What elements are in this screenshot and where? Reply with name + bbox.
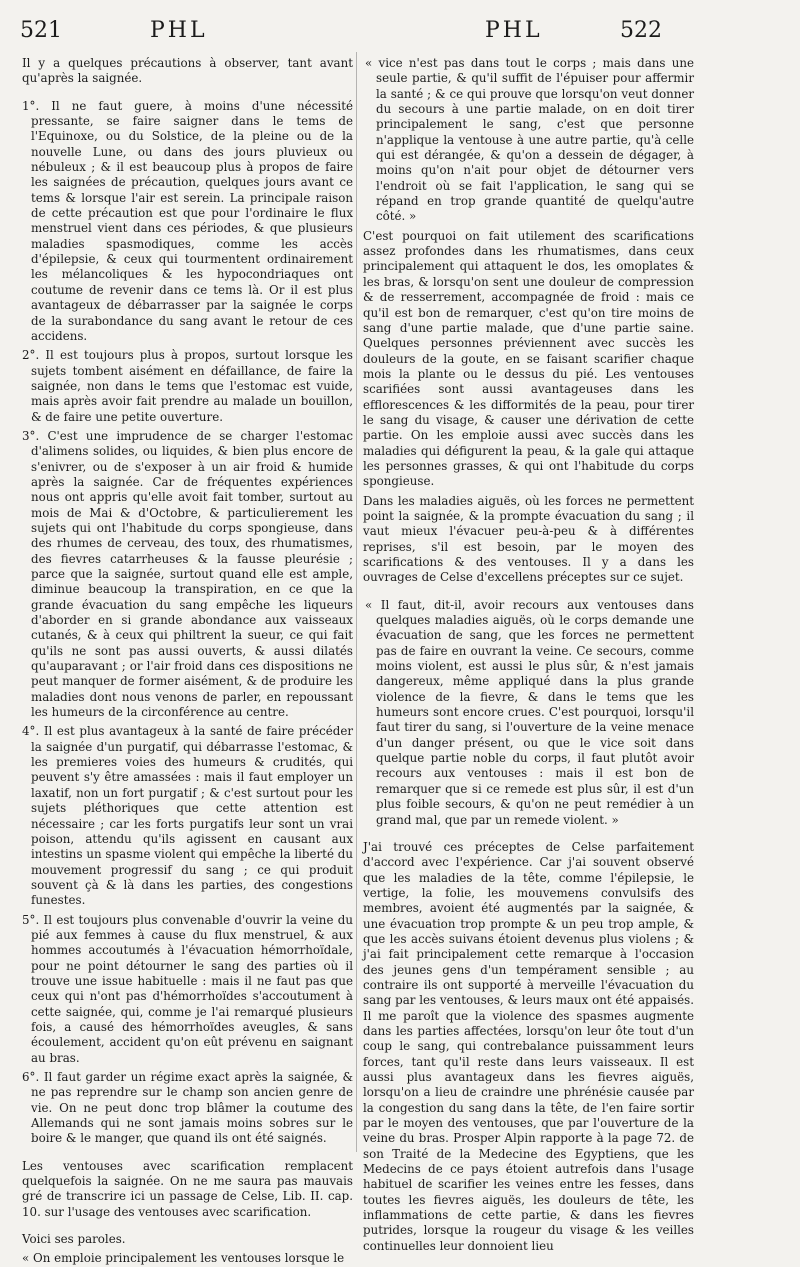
quotation: « vice n'est pas dans tout le corps ; mais dans une seule partie, & qu'il suffit de l'épuiser pour affermir la santé ; & ce qui prouve que lorsqu'on veut donner du secours à une partie malade, on en doit tirer principalement le sang, c'est que personne n'applique la ventouse à une autre partie, qu'à celle qui est dérangée, & qu'on a dessein de dégager, à moins qu'on n'ait pour objet de détourner vers l'endroit où se fait l'application, le sang qui se répand en trop grande quantité de quelqu'autre côté. »: [365, 56, 694, 224]
paragraph: 1°. Il ne faut guere, à moins d'une nécessité pressante, se faire saigner dans le tems de l'Equinoxe, ou du Solstice, de la pleine ou de la nouvelle Lune, ou dans des jours pluvieux ou nébuleux ; & il est beaucoup plus à propos de faire les saignées de précaution, quelques jours avant ce tems & lorsque l'air est serein. La principale raison de cette précaution est que pour l'ordinaire le flux menstruel vient dans ces périodes, & que plusieurs maladies spasmodiques, comme les accès d'épilepsie, & ceux qui tourmentent ordinairement les mélancoliques & les hypocondriaques ont coutume de revenir dans ce tems là. Or il est plus avantageux de débarrasser par la saignée le corps de la surabondance du sang avant le retour de ces accidens.: [22, 98, 353, 343]
paragraph: 3°. C'est une imprudence de se charger l'estomac d'alimens solides, ou liquides, & bien plus encore de s'enivrer, ou de s'exposer à un air froid & humide après la saignée. Car de fréquentes expériences nous ont appris qu'elle avoit fait tomber, surtout au mois de Mai & d'Octobre, & particulierement les sujets qui ont l'habitude du corps spongieuse, dans des rhumes de cerveau, des toux, des rhumatismes, des fievres catarrheuses & la fausse pleurésie ; parce que la saignée, surtout quand elle est ample, diminue beaucoup la transpiration, en ce que la grande évacuation du sang empêche les liqueurs d'aborder en si grande abondance aux vaisseaux cutanés, & à ceux qui philtrent la sueur, ce qui fait qu'ils ne sont pas aussi ouverts, & aussi dilatés qu'auparavant ; or l'air froid dans ces dispositions ne peut manquer de former aisément, & de produire les maladies dont nous venons de parler, en repoussant les humeurs de la circonférence au centre.: [22, 428, 353, 720]
page-number-right: 522: [620, 18, 662, 43]
paragraph: J'ai trouvé ces préceptes de Celse parfaitement d'accord avec l'expérience. Car j'ai souvent observé que les maladies de la tête, comme l'épilepsie, le vertige, la folie, les mouvemens convulsifs des membres, avoient été augmentés par la saignée, & une évacuation trop prompte & un peu trop ample, & que les accès suivans étoient devenus plus violens ; & j'ai fait principalement cette remarque à l'occasion des jeunes gens d'un tempérament sensible ; au contraire ils ont supporté à merveille l'évacuation du sang par les ventouses, & leurs maux ont été appaisés. Il me paroît que la violence des spasmes augmente dans les parties affectées, lorsqu'on leur ôte tout d'un coup le sang, qui contrebalance puissamment leurs forces, tant qu'il reste dans leurs vaisseaux. Il est aussi plus avantageux dans les fievres aiguës, lorsqu'on a lieu de craindre une phrénésie causée par la congestion du sang dans la tête, de l'en faire sortir par le moyen des ventouses, que par l'ouverture de la veine du bras. Prosper Alpin rapporte à la page 72. de son Traité de la Medecine des Egyptiens, que les Medecins de ce pays étoient autrefois dans l'usage habituel de scarifier les veines entre les fesses, dans toutes les fievres aiguës, les douleurs de tête, les inflammations de cette partie, & dans les fievres putrides, lorsque la rougeur du visage & les veilles continuelles leur donnoient lieu: [363, 839, 694, 1253]
paragraph: Il y a quelques précautions à observer, tant avant qu'après la saignée.: [22, 56, 353, 86]
paragraph: 6°. Il faut garder un régime exact après la saignée, & ne pas reprendre sur le champ son ancien genre de vie. On ne peut donc trop blâmer la coutume des Allemands qui ne sont jamais moins sobres sur le boire & le manger, que quand ils ont été saignés.: [22, 1070, 353, 1146]
running-head-right: PHL: [485, 18, 543, 43]
paragraph: Les ventouses avec scarification remplacent quelquefois la saignée. On ne me saura pas mauvais gré de transcrire ici un passage de Celse, Lib. II. cap. 10. sur l'usage des ventouses avec scarification.: [22, 1158, 353, 1219]
paragraph: 4°. Il est plus avantageux à la santé de faire précéder la saignée d'un purgatif, qui débarrasse l'estomac, & les premieres voies des humeurs & crudités, qui peuvent s'y être amassées : mais il faut employer un laxatif, non un fort purgatif ; & c'est surtout pour les sujets pléthoriques que cette attention est nécessaire ; car les forts purgatifs leur sont un vrai poison, attendu qu'ils agissent en causant aux intestins un spasme violent qui empêche la liberté du mouvement progressif du sang ; ce qui produit souvent çà & là dans les parties, des congestions funestes.: [22, 724, 353, 908]
paragraph: Voici ses paroles.: [22, 1232, 126, 1247]
quotation: « Il faut, dit-il, avoir recours aux ventouses dans quelques maladies aiguës, où le corps demande une évacuation de sang, que les forces ne permettent pas de faire en ouvrant la veine. Ce secours, comme moins violent, est aussi le plus sûr, & n'est jamais dangereux, même appliqué dans la plus grande violence de la fievre, & dans le tems que les humeurs sont encore crues. C'est pourquoi, lorsqu'il faut tirer du sang, si l'ouverture de la veine menace d'un danger présent, ou que le vice soit dans quelque partie noble du corps, il faut plutôt avoir recours aux ventouses : mais il est bon de remarquer que si ce remede est plus sûr, il est d'un plus foible secours, & qu'on ne peut remédier à un grand mal, que par un remede violent. »: [365, 597, 694, 827]
paragraph: C'est pourquoi on fait utilement des scarifications assez profondes dans les rhumatismes, dans ceux principalement qui attaquent le dos, les omoplates & les bras, & lorsqu'on sent une douleur de compression & de resserrement, accompagnée de froid : mais ce qu'il est bon de remarquer, c'est qu'on tire moins de sang d'une partie malade, que d'une partie saine. Quelques personnes préviennent avec succès les douleurs de la goute, en se faisant scarifier chaque mois la plante ou le dessus du pié. Les ventouses scarifiées sont aussi avantageuses dans les efflorescences & les difformités de la peau, pour tirer le sang du visage, & causer une dérivation de cette partie. On les emploie aussi avec succès dans les maladies qui défigurent la peau, & la gale qui attaque les personnes grasses, & qui ont l'habitude du corps spongieuse.: [363, 228, 694, 489]
column-rule: [356, 52, 357, 1152]
page-header: [0, 12, 800, 52]
right-column: [363, 56, 694, 1253]
paragraph: 2°. Il est toujours plus à propos, surtout lorsque les sujets tombent aisément en défaillance, de faire la saignée, non dans le tems que l'estomac est vuide, mais après avoir fait prendre au malade un bouillon, & de faire une petite ouverture.: [22, 348, 353, 424]
paragraph: Dans les maladies aiguës, où les forces ne permettent point la saignée, & la prompte évacuation du sang ; il vaut mieux l'évacuer peu-à-peu & à différentes reprises, s'il est besoin, par le moyen des scarifications & des ventouses. Il y a dans les ouvrages de Celse d'excellens préceptes sur ce sujet.: [363, 493, 694, 585]
left-column: [22, 56, 353, 1266]
page-number-left: 521: [20, 18, 62, 43]
running-head-left: PHL: [150, 18, 208, 43]
paragraph: « On emploie principalement les ventouses lorsque le: [22, 1251, 345, 1266]
paragraph: 5°. Il est toujours plus convenable d'ouvrir la veine du pié aux femmes à cause du flux menstruel, & aux hommes accoutumés à l'évacuation hémorrhoïdale, pour ne point détourner le sang des parties où il trouve une issue habituelle : mais il ne faut pas que ceux qui n'ont pas d'hémorrhoïdes s'accoutument à cette saignée, qui, comme je l'ai remarqué plusieurs fois, a causé des hémorrhoïdes aveugles, & sans écoulement, accident qu'on eût prévenu en saignant au bras.: [22, 912, 353, 1065]
